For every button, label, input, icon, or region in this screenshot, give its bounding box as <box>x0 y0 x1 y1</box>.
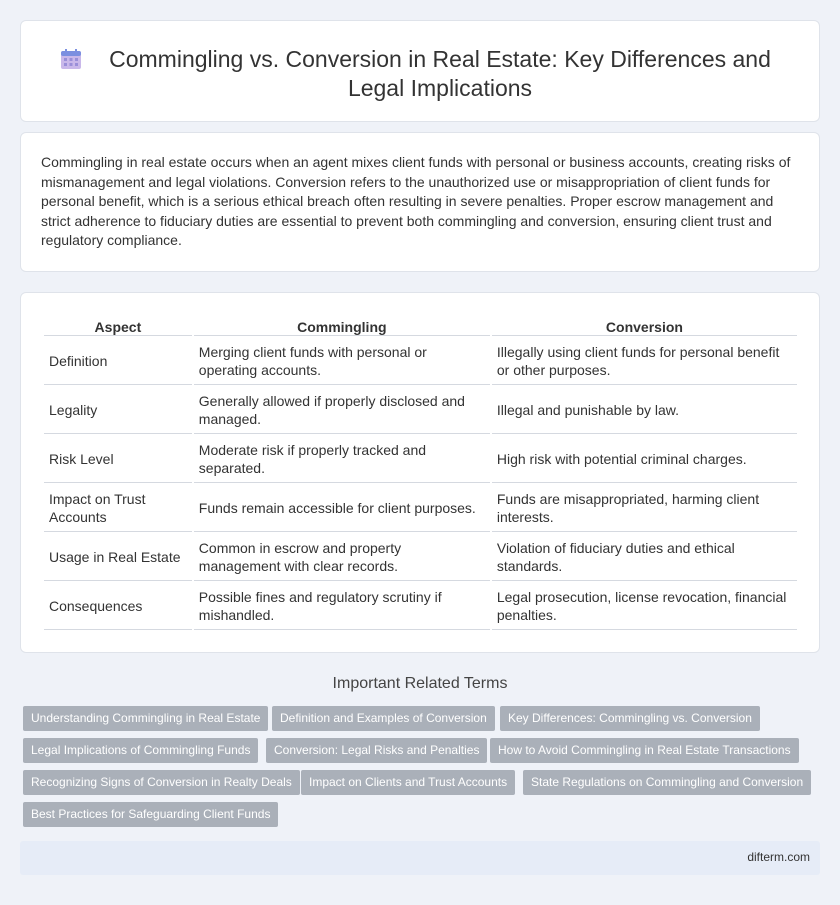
cell-commingling: Funds remain accessible for client purposes. <box>194 485 490 532</box>
calendar-icon <box>59 47 83 71</box>
cell-aspect: Impact on Trust Accounts <box>44 485 192 532</box>
table-row <box>44 583 797 630</box>
header-aspect: Aspect <box>44 318 192 336</box>
cell-aspect: Consequences <box>44 583 192 630</box>
related-tag[interactable]: How to Avoid Commingling in Real Estate Transactions <box>490 738 799 763</box>
related-tag[interactable]: Best Practices for Safeguarding Client Funds <box>23 802 278 827</box>
table-row <box>44 485 797 532</box>
comparison-table-card <box>20 292 820 653</box>
cell-conversion: Funds are misappropriated, harming client interests. <box>492 485 797 532</box>
related-tag[interactable]: Conversion: Legal Risks and Penalties <box>266 738 487 763</box>
related-tag[interactable]: State Regulations on Commingling and Conversion <box>523 770 811 795</box>
header-conversion: Conversion <box>492 318 797 336</box>
related-tag[interactable]: Recognizing Signs of Conversion in Realty Deals <box>23 770 300 795</box>
cell-commingling: Generally allowed if properly disclosed and managed. <box>194 387 490 434</box>
page-title: Commingling vs. Conversion in Real Estate: Key Differences and Legal Implications <box>109 46 771 101</box>
related-tag[interactable]: Understanding Commingling in Real Estate <box>23 706 268 731</box>
related-tag[interactable]: Definition and Examples of Conversion <box>272 706 495 731</box>
related-tag[interactable]: Impact on Clients and Trust Accounts <box>301 770 515 795</box>
table-row <box>44 534 797 581</box>
table-row <box>44 387 797 434</box>
related-tag[interactable]: Key Differences: Commingling vs. Conversion <box>500 706 760 731</box>
cell-aspect: Usage in Real Estate <box>44 534 192 581</box>
intro-paragraph: Commingling in real estate occurs when an agent mixes client funds with personal or business accounts, creating risks of mismanagement and legal violations. Conversion refers to the unauthorized use or misappropriation of client funds for personal benefit, which is a serious ethical breach often resulting in severe penalties. Proper escrow management and strict adherence to fiduciary duties are essential to prevent both commingling and conversion, ensuring client trust and regulatory compliance. <box>41 154 791 249</box>
comparison-table <box>42 316 799 632</box>
table-header-row <box>44 318 797 336</box>
cell-conversion: Illegal and punishable by law. <box>492 387 797 434</box>
related-tag[interactable]: Legal Implications of Commingling Funds <box>23 738 258 763</box>
footer <box>20 841 820 875</box>
cell-commingling: Common in escrow and property management with clear records. <box>194 534 490 581</box>
cell-conversion: High risk with potential criminal charges. <box>492 436 797 483</box>
intro-card <box>20 132 820 272</box>
cell-conversion: Illegally using client funds for personal benefit or other purposes. <box>492 338 797 385</box>
header-commingling: Commingling <box>194 318 490 336</box>
cell-commingling: Moderate risk if properly tracked and separated. <box>194 436 490 483</box>
cell-aspect: Legality <box>44 387 192 434</box>
cell-commingling: Possible fines and regulatory scrutiny if mishandled. <box>194 583 490 630</box>
table-row <box>44 338 797 385</box>
cell-conversion: Legal prosecution, license revocation, financial penalties. <box>492 583 797 630</box>
cell-aspect: Risk Level <box>44 436 192 483</box>
title-card <box>20 20 820 122</box>
related-terms-heading: Important Related Terms <box>332 675 508 692</box>
table-row <box>44 436 797 483</box>
footer-site-link[interactable]: difterm.com <box>747 850 810 864</box>
cell-aspect: Definition <box>44 338 192 385</box>
cell-commingling: Merging client funds with personal or operating accounts. <box>194 338 490 385</box>
cell-conversion: Violation of fiduciary duties and ethical standards. <box>492 534 797 581</box>
